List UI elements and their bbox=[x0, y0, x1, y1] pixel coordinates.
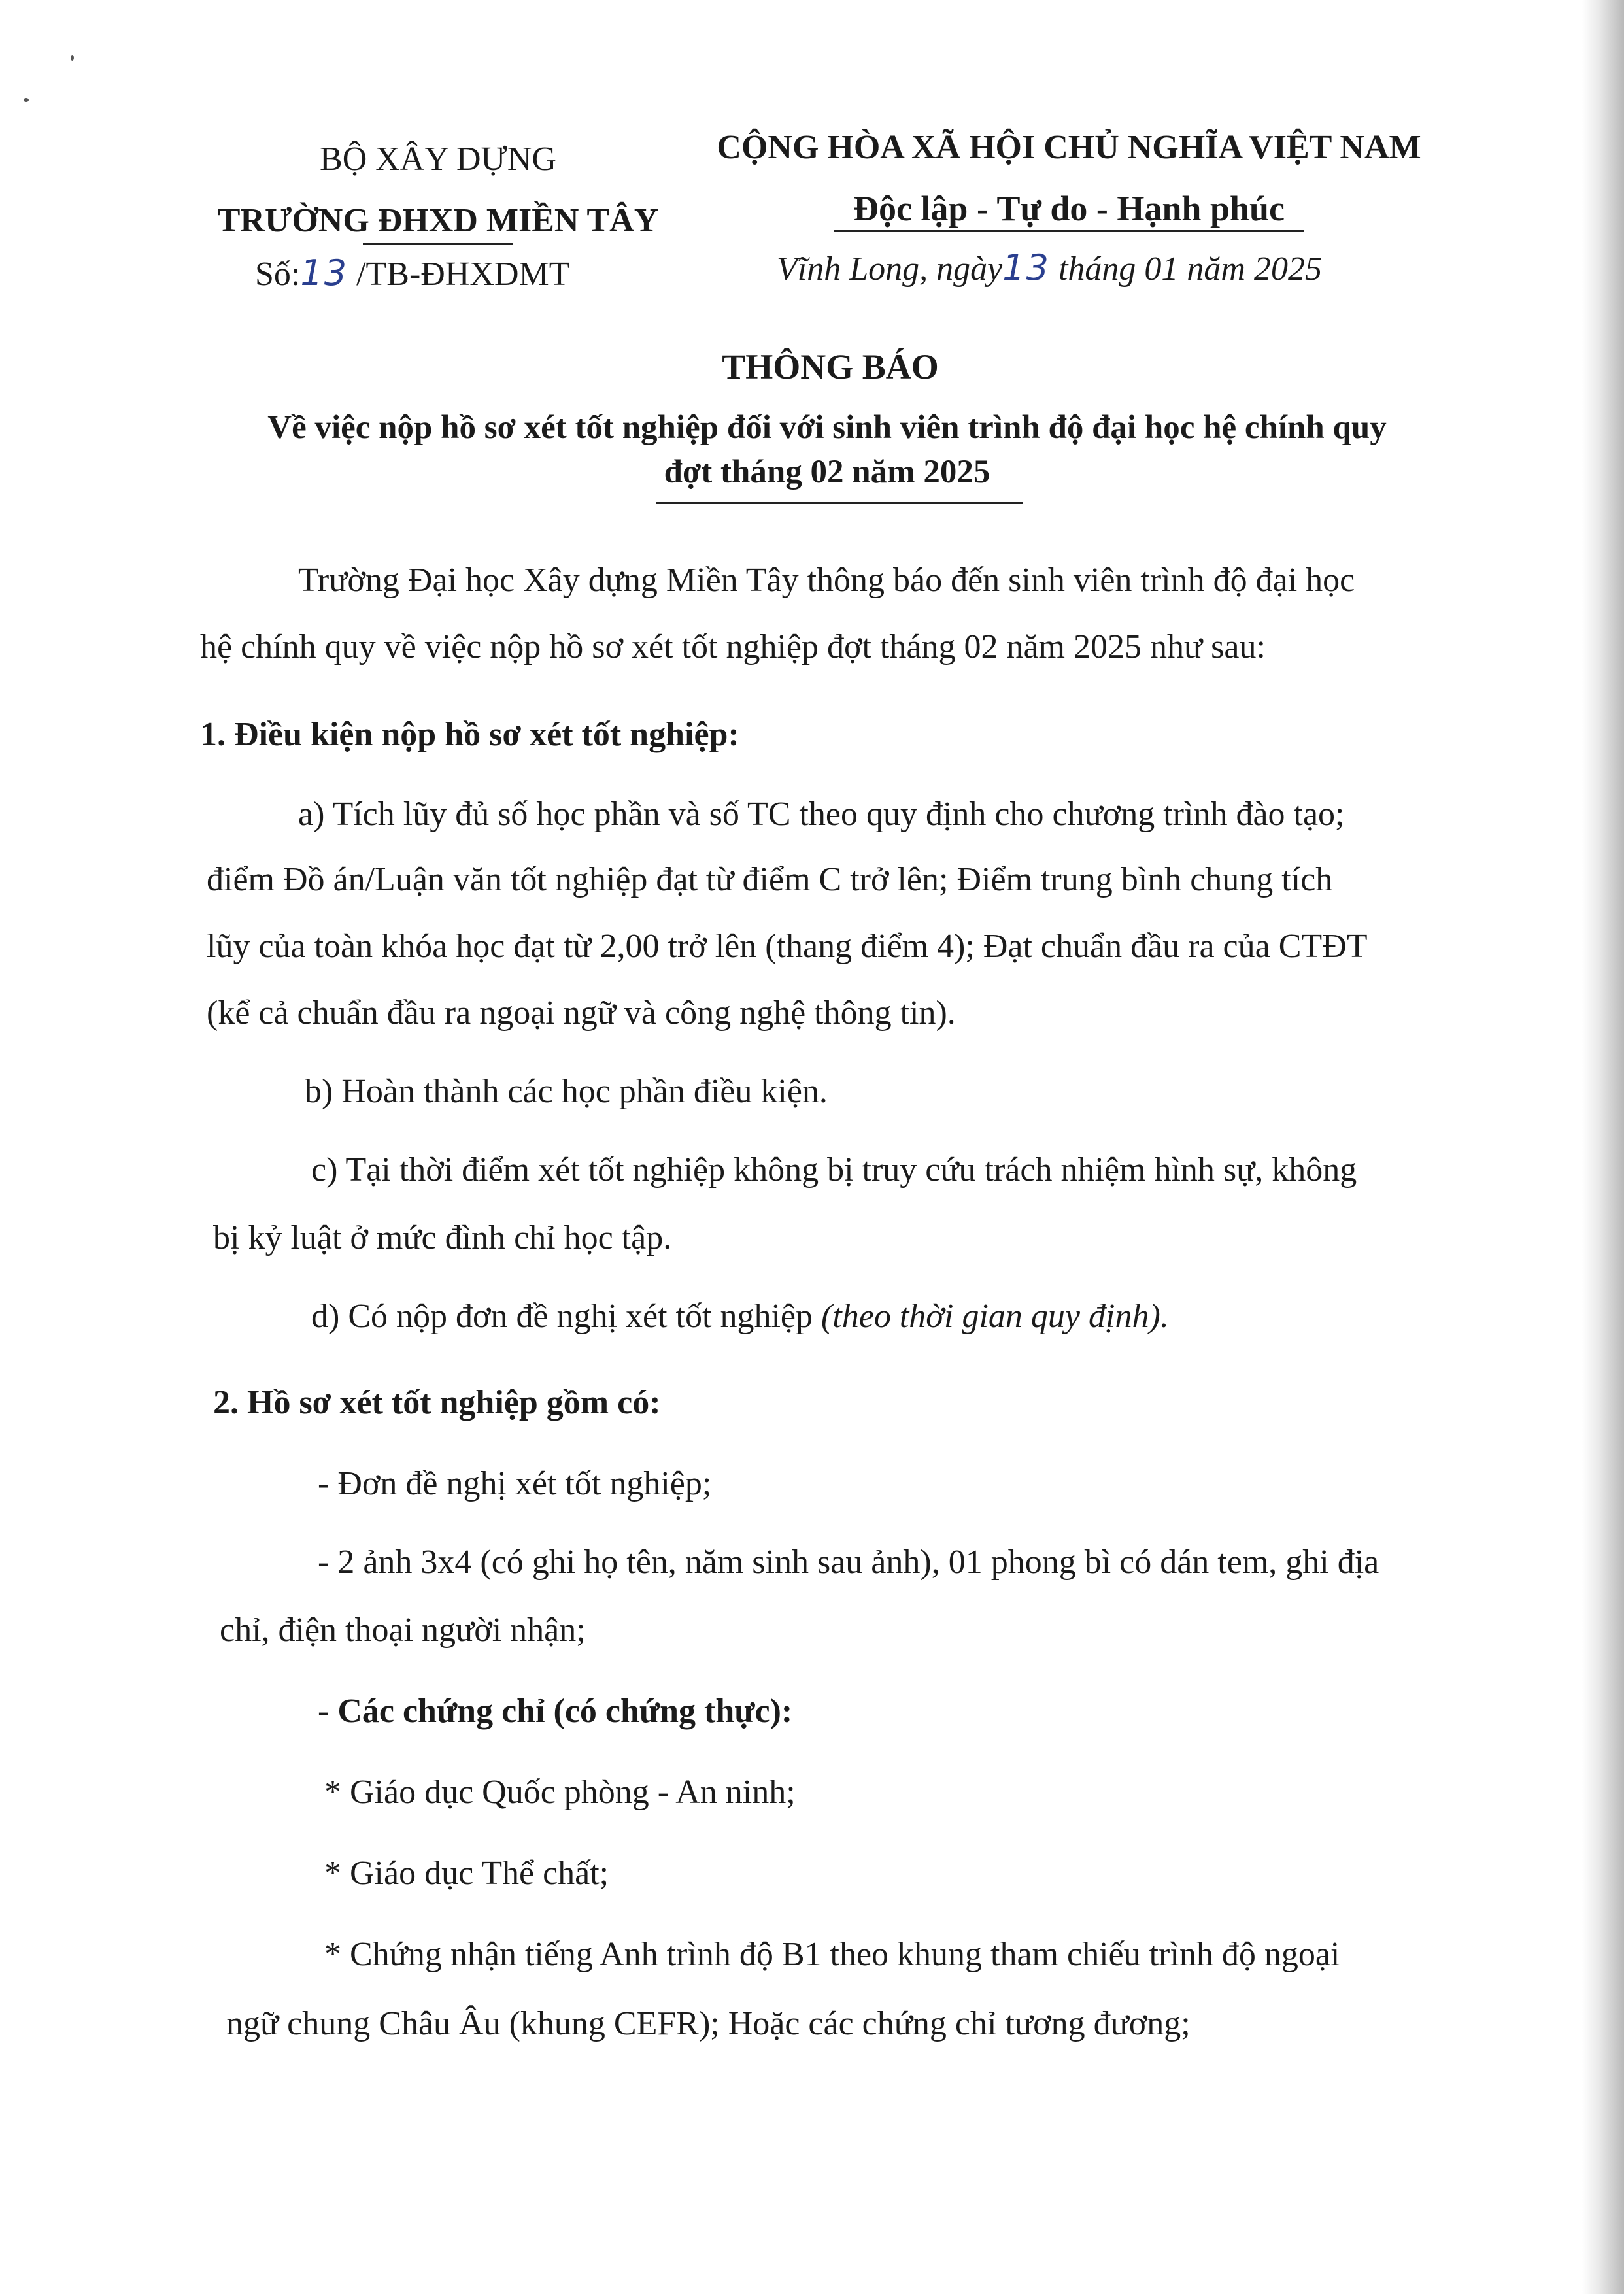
certificates-heading: - Các chứng chỉ (có chứng thực): bbox=[318, 1693, 793, 1730]
scan-speck bbox=[24, 98, 29, 102]
section-1-heading: 1. Điều kiện nộp hồ sơ xét tốt nghiệp: bbox=[200, 716, 739, 753]
certificate-item-1: * Giáo dục Quốc phòng - An ninh; bbox=[324, 1774, 796, 1811]
condition-a-line-1: a) Tích lũy đủ số học phần và số TC theo quy định cho chương trình đào tạo; bbox=[298, 796, 1345, 833]
issuer-block bbox=[190, 140, 686, 245]
condition-d-note: (theo thời gian quy định). bbox=[820, 1298, 1169, 1335]
date-suffix: tháng 01 năm 2025 bbox=[1058, 250, 1322, 288]
school-name-text: TRƯỜNG ĐHXD MIỀN TÂY bbox=[217, 202, 659, 239]
condition-c-line-2: bị kỷ luật ở mức đình chỉ học tập. bbox=[213, 1219, 672, 1257]
document-number bbox=[255, 254, 570, 294]
document-subject bbox=[196, 405, 1458, 494]
country-name: CỘNG HÒA XÃ HỘI CHỦ NGHĨA VIỆT NAM bbox=[717, 129, 1421, 166]
condition-a-line-4: (kể cả chuẩn đầu ra ngoại ngữ và công nghệ thông tin). bbox=[207, 994, 956, 1032]
certificate-item-2: * Giáo dục Thể chất; bbox=[324, 1855, 609, 1892]
school-underline bbox=[363, 243, 513, 245]
motto-underline bbox=[834, 230, 1304, 232]
intro-line-1: Trường Đại học Xây dựng Miền Tây thông báo đến sinh viên trình độ đại học bbox=[298, 562, 1355, 599]
dossier-item-2-line-1: - 2 ảnh 3x4 (có ghi họ tên, năm sinh sau ảnh), 01 phong bì có dán tem, ghi địa bbox=[318, 1543, 1379, 1581]
date-day-handwritten: 13 bbox=[1002, 247, 1050, 288]
subject-underline bbox=[656, 502, 1023, 504]
number-prefix: Số: bbox=[255, 256, 301, 293]
national-motto bbox=[834, 188, 1304, 232]
number-handwritten: 13 bbox=[300, 252, 348, 294]
certificate-item-3-line-1: * Chứng nhận tiếng Anh trình độ B1 theo khung tham chiếu trình độ ngoại bbox=[324, 1936, 1340, 1973]
section-2-heading: 2. Hồ sơ xét tốt nghiệp gồm có: bbox=[213, 1384, 661, 1421]
certificate-item-3-line-2: ngữ chung Châu Âu (khung CEFR); Hoặc các chứng chỉ tương đương; bbox=[226, 2005, 1191, 2042]
date-prefix: Vĩnh Long, ngày bbox=[777, 250, 1003, 288]
subject-line-2: đợt tháng 02 năm 2025 bbox=[664, 454, 990, 490]
ministry-name: BỘ XÂY DỰNG bbox=[320, 141, 556, 178]
condition-d-text: d) Có nộp đơn đề nghị xét tốt nghiệp bbox=[311, 1298, 813, 1335]
dossier-item-2-line-2: chỉ, điện thoại người nhận; bbox=[220, 1611, 586, 1649]
scan-speck bbox=[71, 55, 74, 61]
document-title: THÔNG BÁO bbox=[722, 347, 939, 386]
condition-c-line-1: c) Tại thời điểm xét tốt nghiệp không bị truy cứu trách nhiệm hình sự, không bbox=[311, 1151, 1357, 1189]
condition-a-line-2: điểm Đồ án/Luận văn tốt nghiệp đạt từ điểm C trở lên; Điểm trung bình chung tích bbox=[207, 861, 1333, 898]
subject-line-1: Về việc nộp hồ sơ xét tốt nghiệp đối với sinh viên trình độ đại học hệ chính quy bbox=[267, 409, 1387, 446]
scan-edge-shadow bbox=[1582, 0, 1624, 2294]
school-name bbox=[218, 201, 659, 245]
motto-text: Độc lập - Tự do - Hạnh phúc bbox=[853, 189, 1285, 228]
issue-date bbox=[777, 248, 1322, 289]
national-header bbox=[677, 128, 1461, 232]
condition-d bbox=[311, 1297, 1169, 1336]
number-suffix: /TB-ĐHXDMT bbox=[356, 256, 570, 293]
intro-line-2: hệ chính quy về việc nộp hồ sơ xét tốt nghiệp đợt tháng 02 năm 2025 như sau: bbox=[200, 628, 1266, 666]
condition-a-line-3: lũy của toàn khóa học đạt từ 2,00 trở lên (thang điểm 4); Đạt chuẩn đầu ra của CTĐT bbox=[207, 928, 1368, 965]
condition-b: b) Hoàn thành các học phần điều kiện. bbox=[305, 1073, 828, 1110]
dossier-item-1: - Đơn đề nghị xét tốt nghiệp; bbox=[318, 1465, 712, 1502]
